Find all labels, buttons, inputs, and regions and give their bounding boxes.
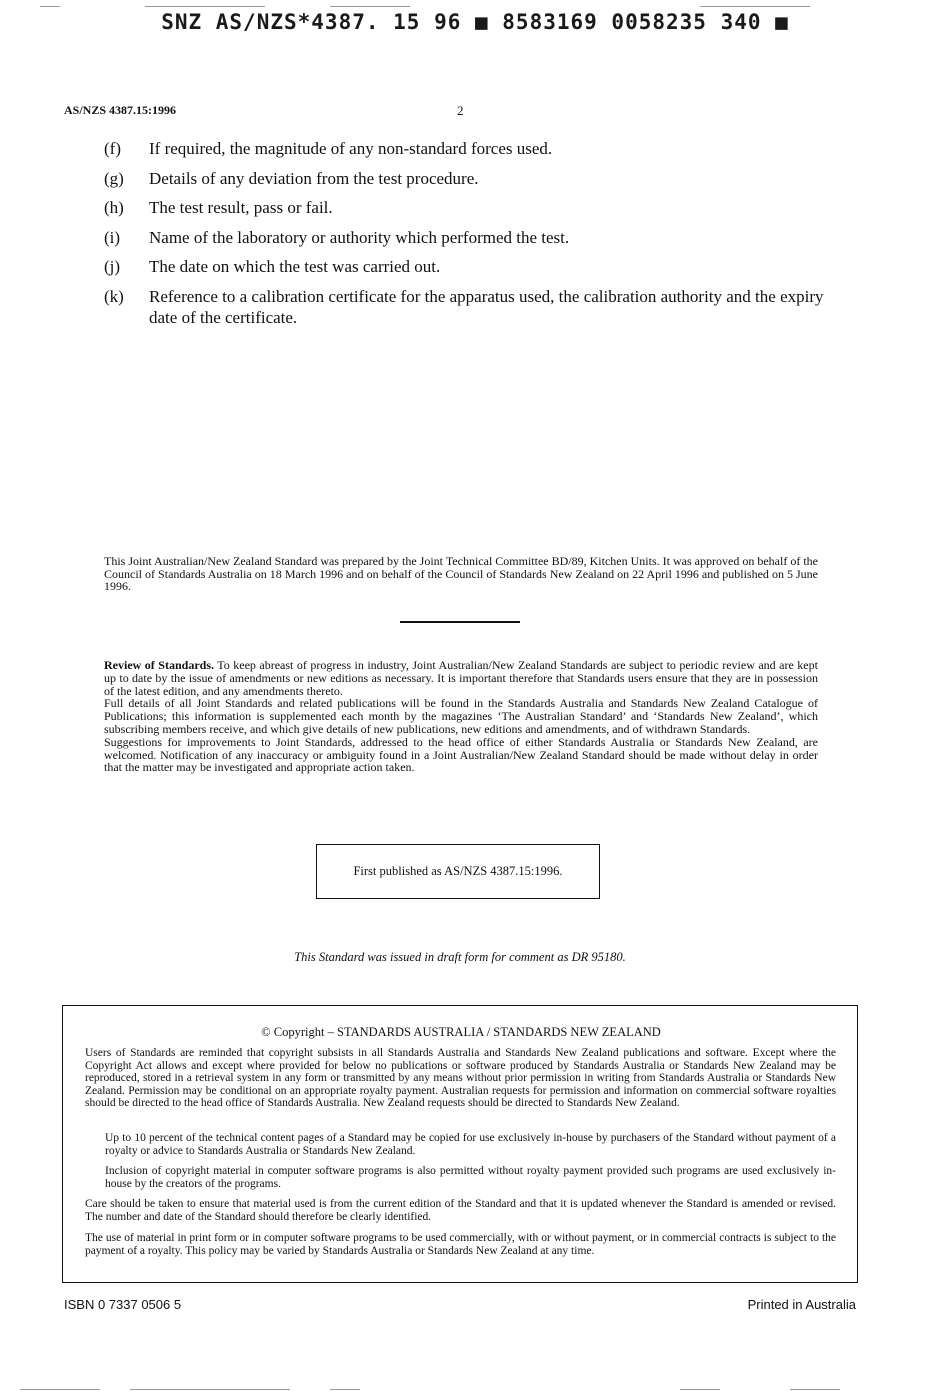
list-item-label: (h) <box>104 198 124 217</box>
list-item <box>104 138 834 159</box>
review-paragraph: To keep abreast of progress in industry, Joint Australian/New Zealand Standards are subject to periodic review and are kept up to date by the issue of amendments or new editions as necessary. It is important therefore that Standards users ensure that they are in possession of the latest edition, and any amendments thereto. <box>104 658 818 698</box>
printed-in: Printed in Australia <box>747 1297 856 1312</box>
copyright-paragraph: Care should be taken to ensure that material used is from the current edition of the Standard and that it is updated whenever the Standard is amended or revised. The number and date of the Standard should therefore be clearly identified. <box>85 1198 836 1223</box>
list-item-text: If required, the magnitude of any non-standard forces used. <box>149 139 553 158</box>
scan-artifact-line <box>330 1389 360 1390</box>
list-item <box>104 168 834 189</box>
draft-note: This Standard was issued in draft form for comment as DR 95180. <box>294 950 626 964</box>
preparation-note: This Joint Australian/New Zealand Standard was prepared by the Joint Technical Committee BD/89, Kitchen Units. It was approved on behalf of the Council of Standards Australia on 18 March 1996 and on behalf of the Council of Standards New Zealand on 22 April 1996 and published on 5 June 1996. <box>104 554 818 593</box>
scan-artifact-line <box>330 6 410 7</box>
copyright-paragraph: The use of material in print form or in computer software programs to be used commercially, with or without payment, or in commercial contracts is subject to the payment of a royalty. This policy may be varied by Standards Australia or Standards New Zealand at any time. <box>85 1232 836 1257</box>
page-number: 2 <box>457 103 464 118</box>
copyright-paragraph: Inclusion of copyright material in computer software programs is also permitted without royalty payment provided such programs are used exclusively in-house by the creators of the programs. <box>105 1165 836 1190</box>
review-paragraph: Full details of all Joint Standards and related publications will be found in the Standards Australia and Standards New Zealand Catalogue of Publications; this information is supplemented each month by the magazines ‘The Australian Standard’ and ‘Standards New Zealand’, which subscribing members receive, and which give details of new publications, new editions and amendments, and of withdrawn Standards. <box>104 696 818 736</box>
copyright-box <box>62 1005 858 1283</box>
scan-artifact-line <box>145 6 265 7</box>
scan-artifact-line <box>130 1389 290 1390</box>
review-heading: Review of Standards. <box>104 658 214 672</box>
list-item-label: (j) <box>104 257 121 276</box>
list-item-label: (i) <box>104 228 121 247</box>
isbn: ISBN 0 7337 0506 5 <box>64 1297 182 1312</box>
list-item-label: (k) <box>104 287 124 306</box>
review-paragraph: Suggestions for improvements to Joint Standards, addressed to the head office of either Standards Australia or Standards New Zealand, are welcomed. Notification of any inaccuracy or ambiguity found in a Joint Australian/New Zealand Standard should be made without delay in order that the matter may be investigated and appropriate action taken. <box>104 734 818 775</box>
list-item-label: (f) <box>104 139 121 158</box>
list-item-text: The date on which the test was carried out. <box>149 257 441 276</box>
copyright-paragraph: Up to 10 percent of the technical content pages of a Standard may be copied for use exclusively in-house by purchasers of the Standard without payment of a royalty or advice to Standards Australia or Standards New Zealand. <box>105 1132 836 1157</box>
scan-artifact-line <box>680 1389 720 1390</box>
list-item-text: Name of the laboratory or authority which performed the test. <box>149 228 570 247</box>
divider <box>400 621 520 623</box>
scan-artifact-line <box>20 1389 100 1390</box>
scan-artifact-line <box>700 6 810 7</box>
standard-number: AS/NZS 4387.15:1996 <box>64 103 177 117</box>
copyright-paragraph: Users of Standards are reminded that copyright subsists in all Standards Australia and Standards New Zealand publications and software. Except where the Copyright Act allows and except where provided for below no publications or software produced by Standards Australia or Standards New Zealand may be reproduced, stored in a retrieval system in any form or transmitted by any means without prior permission in writing from Standards Australia or Standards New Zealand. Permission may be conditional on an appropriate royalty payment. Australian requests for permission and information on commercial software royalties should be directed to the head office of Standards Australia. New Zealand requests should be directed to Standards New Zealand. <box>85 1047 836 1109</box>
list-item <box>104 197 834 218</box>
list-item-label: (g) <box>104 169 124 188</box>
list-item <box>104 256 834 277</box>
list-item-text: Reference to a calibration certificate for the apparatus used, the calibration authority and the expiry date of the certificate. <box>149 287 824 327</box>
list-item-text: The test result, pass or fail. <box>149 198 333 217</box>
list-item <box>104 286 834 328</box>
scan-artifact-line <box>40 6 60 7</box>
scan-artifact-line <box>790 1389 840 1390</box>
review-of-standards <box>104 659 818 774</box>
first-published-text: First published as AS/NZS 4387.15:1996. <box>353 864 563 878</box>
list-item <box>104 227 834 248</box>
copyright-title: © Copyright – STANDARDS AUSTRALIA / STANDARDS NEW ZEALAND <box>261 1025 661 1039</box>
scan-header-code: SNZ AS/NZS*4387. 15 96 ■ 8583169 0058235 340 ■ <box>161 10 789 34</box>
first-published-box <box>316 844 600 899</box>
list-item-text: Details of any deviation from the test procedure. <box>149 169 479 188</box>
